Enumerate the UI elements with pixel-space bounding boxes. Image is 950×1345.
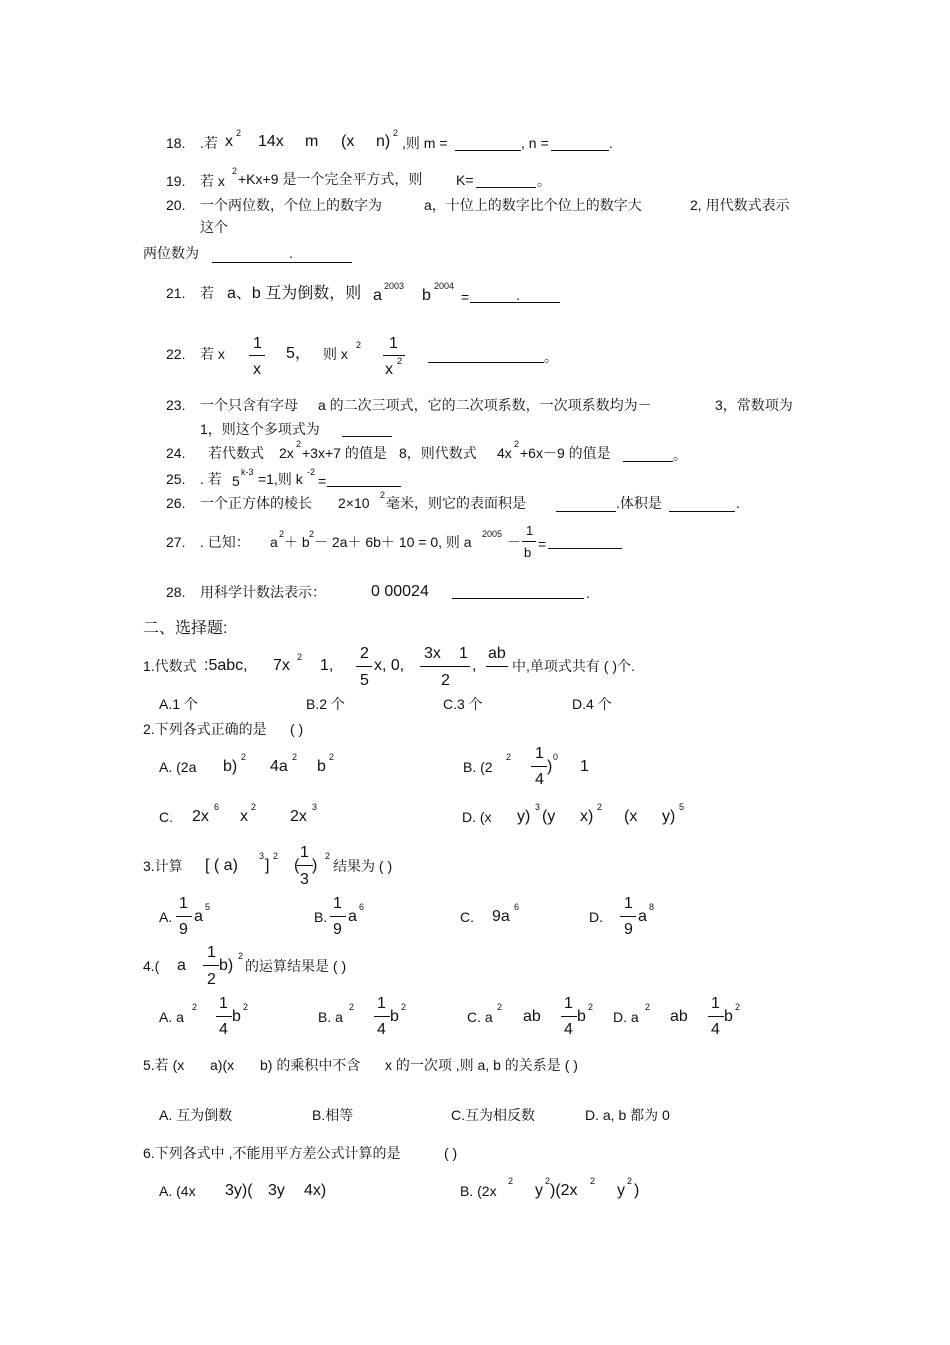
exponent: 2003 [384, 281, 405, 291]
fraction-numerator: 1 [300, 844, 309, 861]
exponent: 2 [279, 529, 285, 539]
option-label: B. [314, 909, 328, 925]
math-text: 5， [286, 345, 311, 362]
math-text: y) [662, 808, 676, 825]
question-text: x 的一次项 ,则 a, b 的关系是 ( ) [385, 1057, 578, 1073]
question-text: 若 x [200, 346, 225, 362]
answer-paren: ( ) [444, 1145, 458, 1161]
math-text: , [472, 657, 477, 674]
option-a[interactable]: A.1 个 [159, 696, 198, 712]
math-text: x, 0, [374, 657, 405, 674]
exponent: 2 [380, 490, 386, 500]
question-number: 27. [166, 534, 186, 550]
exponent: 6 [359, 902, 365, 912]
math-text: b [232, 1008, 241, 1025]
question-text: 2.下列各式正确的是 [143, 721, 267, 737]
answer-blank-n[interactable] [551, 150, 609, 151]
exponent: 2 [297, 652, 303, 662]
exponent: 2 [243, 1002, 249, 1012]
math-text: a [373, 287, 382, 304]
fraction-bar [330, 916, 346, 917]
answer-blank-area[interactable] [556, 511, 616, 512]
math-text: 5 [232, 473, 240, 489]
fraction-bar [249, 355, 265, 356]
exponent: 2 [309, 529, 315, 539]
question-text: . [586, 585, 590, 601]
option-c[interactable]: C.互为相反数 [451, 1107, 535, 1123]
exponent: k-3 [241, 467, 254, 477]
fraction-denominator: 2 [207, 971, 216, 988]
exponent: 6 [514, 902, 520, 912]
fraction-denominator: 4 [219, 1021, 228, 1038]
fraction-denominator: 4 [711, 1021, 720, 1038]
question-number: 21. [166, 285, 186, 301]
option-label: A. (2a [159, 759, 197, 775]
option-label: A. (4x [159, 1183, 196, 1199]
question-text: +3x+7 的值是 [302, 445, 387, 461]
option-b[interactable]: B.2 个 [306, 696, 345, 712]
exponent: 2 [251, 802, 257, 812]
option-label: B. (2 [463, 759, 493, 775]
math-text: [ ( a) [205, 857, 238, 874]
math-text: ab [670, 1008, 688, 1025]
question-text: 结果为 ( ) [333, 858, 393, 874]
math-text: b) [223, 758, 238, 775]
fraction-denominator: 2 [441, 672, 450, 689]
question-text: 4.( [143, 958, 160, 974]
fraction-numerator: 1 [535, 745, 544, 762]
fraction-numerator: 1 [459, 645, 468, 662]
option-label: B. (2x [460, 1183, 497, 1199]
fraction-denominator: 5 [360, 672, 369, 689]
question-text: 6.下列各式中 ,不能用平方差公式计算的是 [143, 1145, 401, 1161]
question-text: ,则 m = [402, 135, 448, 151]
fraction-bar [522, 541, 536, 542]
exponent: 2 [401, 1002, 407, 1012]
math-text: ＋ b [284, 534, 310, 550]
math-text: b) [219, 957, 234, 974]
fraction-numerator: 1 [711, 995, 720, 1012]
math-text: ( [294, 857, 300, 874]
exponent: 2 [506, 752, 512, 762]
question-text: 若代数式 [208, 445, 264, 461]
answer-blank[interactable] [212, 262, 352, 263]
question-text: 。 [537, 173, 551, 189]
exponent: 5 [679, 802, 685, 812]
question-text: 一个两位数，个位上的数字为 [200, 197, 382, 213]
answer-blank-volume[interactable] [669, 511, 735, 512]
answer-blank[interactable] [623, 461, 673, 462]
exponent: 2 [627, 1176, 633, 1186]
exponent: -2 [307, 467, 316, 477]
option-label: C. [159, 809, 173, 825]
math-text: ) [547, 758, 553, 775]
question-text: . [516, 287, 520, 303]
option-a[interactable]: A. 互为倒数 [159, 1107, 233, 1123]
fraction-bar [486, 666, 508, 667]
option-label: D. (x [462, 809, 492, 825]
fraction-numerator: 1 [526, 523, 534, 538]
math-text: b [390, 1008, 399, 1025]
answer-blank[interactable] [470, 302, 560, 303]
question-text: 5.若 (x [143, 1057, 185, 1073]
math-text: 1 [580, 758, 589, 775]
question-text: 中,单项式共有 ( )个. [512, 658, 635, 674]
fraction-numerator: 1 [179, 895, 188, 912]
option-label: D. a [613, 1009, 639, 1025]
fraction-numerator: 1 [207, 944, 216, 961]
exponent: 2 [735, 1002, 741, 1012]
fraction-denominator: x [385, 361, 393, 378]
math-text: ab [523, 1008, 541, 1025]
answer-blank-k[interactable] [476, 187, 536, 188]
math-text: b [317, 758, 326, 775]
answer-paren: ( ) [290, 721, 304, 737]
math-text: y) [517, 808, 531, 825]
math-text: a [194, 908, 203, 925]
fraction-bar [176, 916, 192, 917]
question-text: 毫米，则它的表面积是 [386, 495, 526, 511]
exponent: 2 [514, 439, 520, 449]
math-text: 4x) [304, 1182, 327, 1199]
fraction-bar [531, 766, 547, 767]
question-text: .体积是 [616, 495, 662, 511]
math-text: ) [312, 857, 318, 874]
exponent: 2 [296, 439, 302, 449]
math-text: a [177, 957, 186, 974]
math-text: 2×10 [338, 495, 370, 511]
math-text: x [240, 808, 248, 825]
option-d[interactable]: D. a, b 都为 0 [585, 1107, 670, 1123]
exponent: 2 [241, 752, 247, 762]
fraction-numerator: 1 [333, 895, 342, 912]
math-text: 1, [320, 657, 334, 674]
math-text: x [225, 133, 233, 150]
exponent: 2005 [482, 529, 503, 539]
math-text: (y [542, 808, 556, 825]
exponent: 3 [259, 851, 265, 861]
question-number: 19. [166, 173, 186, 189]
question-text: 两位数为 [143, 245, 199, 261]
question-text: 3.计算 [143, 858, 183, 874]
math-text: n) [376, 133, 391, 150]
question-text: =1,则 k [258, 471, 303, 487]
math-text: 3y)( [225, 1182, 253, 1199]
math-text: y [535, 1182, 543, 1199]
question-text: a，十位上的数字比个位上的数字大 [424, 197, 642, 213]
math-text: :5abc, [204, 657, 248, 674]
option-b[interactable]: B.相等 [312, 1107, 354, 1123]
fraction-denominator: 4 [377, 1021, 386, 1038]
fraction-bar [297, 865, 313, 866]
exponent: 6 [214, 802, 220, 812]
answer-blank[interactable] [548, 548, 622, 549]
math-text: 3y [268, 1182, 285, 1199]
answer-blank[interactable] [452, 598, 584, 599]
exponent: 5 [205, 902, 211, 912]
fraction-numerator: 2 [360, 645, 369, 662]
fraction-denominator: 9 [624, 921, 633, 938]
question-text: 这个 [200, 219, 228, 235]
fraction-numerator: ab [488, 645, 506, 662]
question-number: 23. [166, 397, 186, 413]
question-number: 26. [166, 495, 186, 511]
math-text: 2x [279, 445, 294, 461]
question-text: 2, 用代数式表示 [690, 197, 790, 213]
exponent: 2 [597, 802, 603, 812]
exponent: 2 [508, 1176, 514, 1186]
math-text: 4a [270, 758, 288, 775]
section-title: 二、选择题: [143, 620, 228, 637]
question-text: b) 的乘积中不含 [260, 1057, 361, 1073]
fraction-denominator: 9 [333, 921, 342, 938]
exponent: 2 [356, 340, 362, 350]
math-text: x) [580, 808, 594, 825]
answer-blank-m[interactable] [455, 150, 521, 151]
math-text: 4x [497, 445, 512, 461]
fraction-denominator: 4 [564, 1021, 573, 1038]
math-text: ] [265, 857, 270, 874]
exponent: 2 [397, 356, 403, 366]
fraction-bar [203, 965, 219, 966]
exponent: 2 [273, 851, 279, 861]
option-d[interactable]: D.4 个 [572, 696, 612, 712]
option-label: A. a [159, 1009, 184, 1025]
exponent: 2 [393, 128, 399, 138]
math-text: － [507, 534, 521, 550]
fraction-numerator: 1 [219, 995, 228, 1012]
exponent: 2 [325, 851, 331, 861]
math-text: ) [634, 1182, 640, 1199]
exponent: 2 [236, 128, 242, 138]
fraction-bar [420, 666, 470, 667]
exponent: 2 [192, 1002, 198, 1012]
fraction-bar [620, 916, 636, 917]
question-text: , n = [521, 135, 549, 151]
exponent: 2 [590, 1176, 596, 1186]
question-text: a)(x [210, 1057, 235, 1073]
fraction-bar [374, 1016, 390, 1017]
fraction-numerator: 1 [564, 995, 573, 1012]
math-text: (x [341, 133, 355, 150]
question-text: 3，常数项为 [715, 397, 793, 413]
math-text: 2x [290, 808, 307, 825]
fraction-numerator: 1 [377, 995, 386, 1012]
exponent: 2 [329, 752, 335, 762]
question-text: 8，则代数式 [399, 445, 477, 461]
exponent: 2 [645, 1002, 651, 1012]
question-number: 24. [166, 445, 186, 461]
fraction-denominator: 3 [300, 871, 309, 888]
exponent: 2 [497, 1002, 503, 1012]
question-number: 28. [166, 584, 186, 600]
math-text: 7x [273, 657, 290, 674]
fraction-numerator: 1 [253, 335, 262, 352]
question-text: 若 x [200, 173, 225, 189]
question-number: 22. [166, 346, 186, 362]
fraction-bar [356, 666, 372, 667]
math-text: 14x [258, 133, 284, 150]
exponent: 3 [312, 802, 318, 812]
fraction-denominator: 4 [535, 771, 544, 788]
fraction-bar [708, 1016, 724, 1017]
math-text: (x [624, 808, 638, 825]
fraction-numerator: 1 [389, 335, 398, 352]
question-text: 。 [673, 447, 687, 463]
exponent: 2 [292, 752, 298, 762]
math-text: a [638, 908, 647, 925]
math-text: b [724, 1008, 733, 1025]
fraction-bar [216, 1016, 232, 1017]
option-label: D. [589, 909, 603, 925]
question-text: = [318, 473, 327, 489]
question-text: .若 [200, 135, 218, 151]
fraction-numerator: 1 [624, 895, 633, 912]
answer-blank[interactable] [428, 362, 544, 363]
question-text: 用科学计数法表示： [200, 584, 326, 600]
question-number: 20. [166, 197, 186, 213]
math-text: 9a [492, 908, 510, 925]
exponent: 2 [588, 1002, 594, 1012]
fraction-numerator: 3x [424, 645, 441, 662]
question-text: = [538, 536, 547, 552]
question-text: 的运算结果是 ( ) [245, 958, 347, 974]
question-number: 18. [166, 135, 186, 151]
answer-blank[interactable] [342, 436, 392, 437]
question-text: K= [456, 172, 474, 188]
math-text: 0 00024 [371, 583, 429, 600]
question-text: 一个正方体的棱长 [200, 495, 312, 511]
math-text: b [577, 1008, 586, 1025]
math-text: a [270, 534, 278, 550]
exponent: 2 [349, 1002, 355, 1012]
question-text: = [461, 289, 470, 305]
option-label: A. [159, 909, 173, 925]
question-text: 1，则这个多项式为 [200, 421, 320, 437]
answer-blank[interactable] [327, 486, 401, 487]
fraction-denominator: 9 [179, 921, 188, 938]
math-text: b [422, 287, 431, 304]
option-label: B. a [318, 1009, 343, 1025]
question-text: a、b 互为倒数，则 [227, 285, 362, 302]
question-text: . [736, 495, 740, 511]
question-text: . 若 [200, 471, 222, 487]
fraction-bar [561, 1016, 577, 1017]
exponent: 2004 [434, 281, 455, 291]
exponent: 8 [649, 902, 655, 912]
math-text: 2x [192, 808, 209, 825]
question-text: . [289, 245, 293, 261]
exponent: 3 [535, 802, 541, 812]
option-label: C. a [467, 1009, 493, 1025]
question-number: 25. [166, 471, 186, 487]
question-text: 1.代数式 [143, 658, 197, 674]
question-text: 一个只含有字母 [200, 397, 298, 413]
math-text: y [617, 1182, 625, 1199]
question-text: － 2a＋ 6b＋ 10 = 0, 则 a [314, 534, 472, 550]
fraction-denominator: b [524, 545, 532, 560]
exponent: 2 [238, 951, 244, 961]
math-text: )(2x [550, 1182, 578, 1199]
exponent: 0 [553, 752, 559, 762]
option-label: C. [460, 909, 474, 925]
question-text: . 已知： [200, 534, 250, 550]
question-text: +6x－9 的值是 [520, 445, 611, 461]
question-text: 若 [200, 285, 214, 301]
question-text: . [609, 135, 613, 151]
question-text: 。 [544, 349, 558, 365]
exponent: 2 [232, 166, 238, 176]
question-text: 则 x [323, 346, 348, 362]
question-text: +Kx+9 是一个完全平方式，则 [238, 171, 423, 187]
fraction-denominator: x [253, 361, 261, 378]
option-c[interactable]: C.3 个 [443, 696, 483, 712]
math-text: m [305, 133, 319, 150]
question-text: a 的二次三项式，它的二次项系数，一次项系数均为－ [318, 397, 652, 413]
exponent: 2 [545, 1176, 551, 1186]
math-text: a [348, 908, 357, 925]
